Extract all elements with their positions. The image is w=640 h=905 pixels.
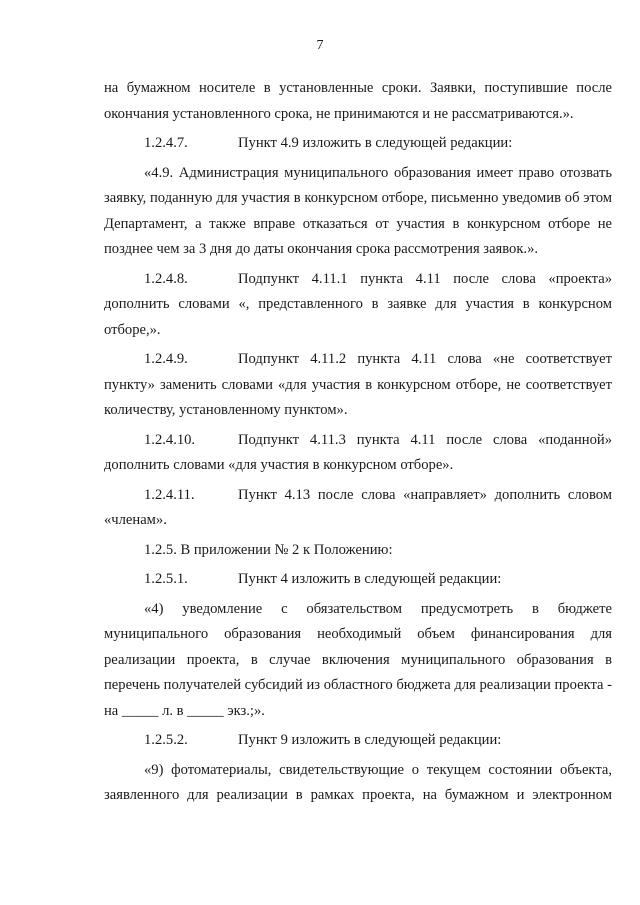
paragraph-number: 1.2.4.7. bbox=[144, 135, 188, 151]
paragraph-number: 1.2.5.2. bbox=[144, 732, 188, 748]
paragraph-text: Подпункт 4.11.1 пункта 4.11 после слова «проекта» дополнить словами «, представленного в заявке для участия в конкурсном отборе,». bbox=[104, 270, 612, 338]
paragraph-number: 1.2.4.10. bbox=[144, 431, 196, 448]
paragraph-1-2-5-2 bbox=[104, 728, 612, 754]
paragraph-number: 1.2.4.8. bbox=[144, 270, 188, 287]
paragraph-text: Подпункт 4.11.2 пункта 4.11 слова «не соответствует пункту» заменить словами «для участия в конкурсном отборе, не соответствует количеству, установленному пунктом». bbox=[104, 351, 612, 418]
paragraph-number: 1.2.5.1. bbox=[144, 571, 188, 587]
paragraph-1-2-4-11 bbox=[104, 483, 612, 534]
paragraph-quote-9 bbox=[104, 758, 612, 809]
paragraph-1-2-5-1 bbox=[104, 567, 612, 593]
paragraph-1-2-4-7 bbox=[104, 131, 612, 157]
paragraph-quote-4-9 bbox=[104, 161, 612, 263]
paragraph-text: Подпункт 4.11.3 пункта 4.11 после слова «поданной» дополнить словами «для участия в конкурсном отборе». bbox=[104, 431, 612, 473]
paragraph-number: 1.2.4.11. bbox=[144, 486, 195, 503]
paragraph-text: 1.2.5. В приложении № 2 к Положению: bbox=[144, 541, 393, 558]
paragraph-1-2-4-10 bbox=[104, 428, 612, 479]
paragraph-text: Пункт 9 изложить в следующей редакции: bbox=[238, 732, 502, 748]
paragraph-text: Пункт 4.13 после слова «направляет» дополнить словом «членам». bbox=[104, 486, 612, 528]
paragraph-quote-4 bbox=[104, 597, 612, 725]
paragraph-text: «9) фотоматериалы, свидетельствующие о текущем состоянии объекта, заявленного для реализации в рамках проекта, на бумажном и электронном bbox=[104, 761, 612, 803]
page-number: 7 bbox=[316, 38, 324, 53]
paragraph-text: «4) уведомление с обязательством предусмотреть в бюджете муниципального образования необходимый объем финансирования для реализации проекта, в случае включения муниципального образования в перечень получателей субсидий из областного бюджета для реализации проекта - на _____ л. в _____ экз.;». bbox=[104, 600, 612, 719]
paragraph-1-2-4-9 bbox=[104, 347, 612, 424]
paragraph-text: Пункт 4 изложить в следующей редакции: bbox=[238, 571, 502, 587]
paragraph-1-2-4-8 bbox=[104, 267, 612, 344]
paragraph-continuation bbox=[104, 76, 612, 127]
paragraph-text: на бумажном носителе в установленные сроки. Заявки, поступившие после окончания установленного срока, не принимаются и не рассматриваются.». bbox=[104, 80, 612, 122]
paragraph-text: Пункт 4.9 изложить в следующей редакции: bbox=[238, 135, 513, 151]
paragraph-1-2-5 bbox=[104, 538, 612, 564]
document-body bbox=[104, 76, 612, 809]
paragraph-text: «4.9. Администрация муниципального образования имеет право отозвать заявку, поданную для участия в конкурсном отборе, письменно уведомив об этом Департамент, а также вправе отказаться от участия в конкурсном отборе не позднее чем за 3 дня до даты окончания срока рассмотрения заявок.». bbox=[104, 164, 612, 257]
paragraph-number: 1.2.4.9. bbox=[144, 351, 188, 367]
